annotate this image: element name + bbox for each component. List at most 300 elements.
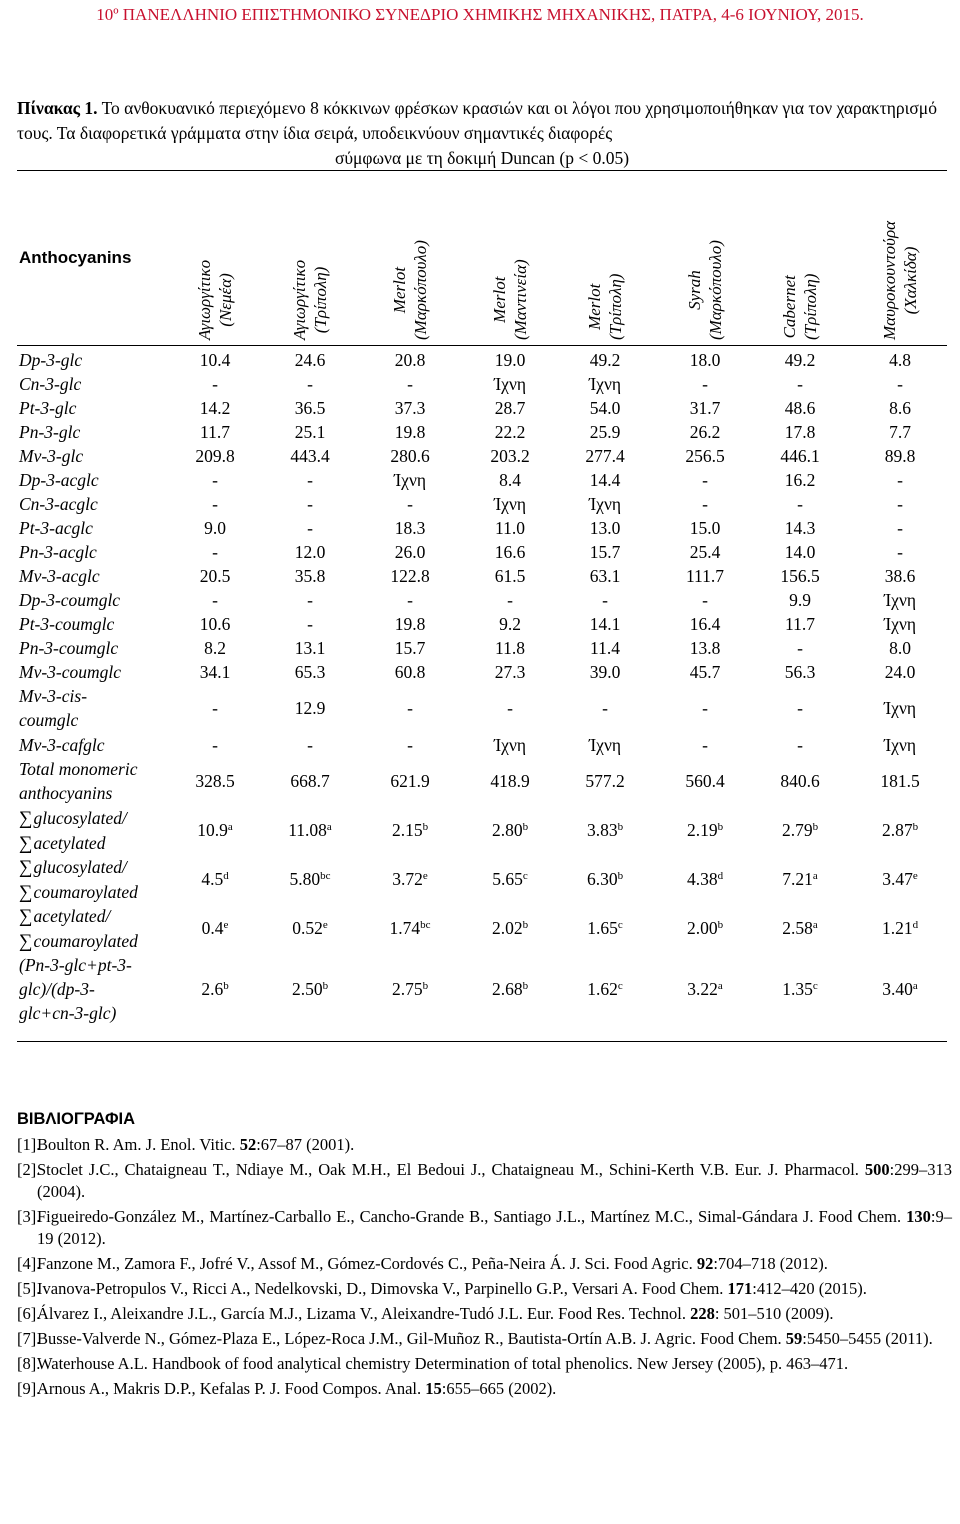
table-cell [265, 867, 355, 891]
row-label-text: coumaroylated [33, 882, 138, 902]
table-cell [855, 564, 945, 588]
table-cell [755, 588, 845, 612]
table-cell [660, 588, 750, 612]
cell-value: Ίχνη [588, 735, 622, 755]
table-cell [560, 769, 650, 793]
cell-value: 7.21 [782, 869, 813, 889]
cell-value: - [702, 698, 708, 718]
table-row [0, 420, 960, 444]
cell-value: 2.15 [391, 820, 423, 840]
reference-volume: 171 [727, 1279, 753, 1298]
table-cell [855, 660, 945, 684]
cell-value: 54.0 [589, 398, 621, 418]
table-cell [365, 492, 455, 516]
cell-value: 156.5 [780, 566, 820, 586]
row-label [19, 396, 76, 420]
reference-number: [4]. [17, 1254, 41, 1273]
table-cell [265, 372, 355, 396]
cell-value: 65.3 [294, 662, 326, 682]
cell-value: 16.4 [689, 614, 721, 634]
significance-letter: b [717, 919, 724, 931]
significance-letter: bc [320, 870, 331, 882]
cell-value: 7.7 [889, 422, 911, 442]
conference-header: 10º ΠΑΝΕΛΛΗΝΙΟ ΕΠΙΣΤΗΜΟΝΙΚΟ ΣΥΝΕΔΡΙΟ ΧΗΜΙΚΗΣ ΜΗΧΑΝΙΚΗΣ, ΠΑΤΡΑ, 4-6 ΙΟΥΝΙΟΥ, 2015. [96, 5, 864, 24]
reference-item [17, 1278, 952, 1300]
cell-value: 181.5 [880, 771, 920, 791]
cell-value: 15.7 [394, 638, 426, 658]
cell-value: 6.30 [586, 869, 618, 889]
cell-value: 256.5 [685, 446, 725, 466]
table-cell [465, 636, 555, 660]
cell-value: 8.4 [499, 470, 521, 490]
cell-value: 0.52 [292, 918, 323, 938]
cell-value: 2.87 [881, 820, 913, 840]
column-header-line1: Syrah [685, 270, 704, 310]
cell-value: 621.9 [390, 771, 430, 791]
cell-value: 3.40 [882, 979, 913, 999]
table-cell [365, 636, 455, 660]
table-row [0, 540, 960, 564]
cell-value: 203.2 [490, 446, 530, 466]
table-cell [660, 867, 750, 891]
table-cell [365, 977, 455, 1001]
cell-value: 11.8 [495, 638, 525, 658]
cell-value: 443.4 [290, 446, 330, 466]
significance-letter: b [717, 821, 724, 833]
cell-value: Ίχνη [883, 590, 917, 610]
table-cell [265, 492, 355, 516]
table-cell [365, 348, 455, 372]
cell-value: - [702, 470, 708, 490]
significance-letter: e [912, 870, 918, 882]
cell-value: - [507, 698, 513, 718]
table-cell [855, 696, 945, 720]
cell-value: - [797, 638, 803, 658]
cell-value: - [797, 494, 803, 514]
table-cell [560, 564, 650, 588]
reference-volume: 228 [690, 1304, 715, 1323]
cell-value: Ίχνη [393, 470, 427, 490]
table-cell [170, 540, 260, 564]
cell-value: 14.4 [589, 470, 621, 490]
cell-value: - [702, 590, 708, 610]
table-cell [170, 492, 260, 516]
column-header-line2: (Μαρκόπουλο) [706, 240, 725, 340]
reference-number: [7]. [17, 1329, 41, 1348]
significance-letter: a [227, 821, 233, 833]
cell-value: 11.4 [590, 638, 620, 658]
row-label-line [19, 929, 138, 954]
row-label-line: Pn-3-glc [19, 422, 81, 442]
reference-item [17, 1328, 952, 1350]
cell-value: - [797, 374, 803, 394]
table-cell [560, 468, 650, 492]
cell-value: - [897, 374, 903, 394]
sum-symbol: ∑ [19, 808, 33, 829]
table-cell [265, 396, 355, 420]
table-cell [170, 396, 260, 420]
cell-value: 2.19 [686, 820, 718, 840]
column-header-line1: Αγιωργίτικο [290, 259, 309, 340]
cell-value: 28.7 [494, 398, 526, 418]
references-section [17, 1110, 952, 1403]
cell-value: - [212, 735, 218, 755]
cell-value: - [702, 374, 708, 394]
cell-value: 56.3 [784, 662, 816, 682]
table-cell [660, 348, 750, 372]
table-row [0, 444, 960, 468]
column-header-line2: (Νεμέα) [216, 273, 235, 327]
row-label [19, 612, 114, 636]
cell-value: - [307, 494, 313, 514]
reference-text: Waterhouse A.L. Handbook of food analytical chemistry Determination of total phenolics. New Jersey (2005), p. 463–471. [37, 1354, 849, 1373]
table-cell [465, 468, 555, 492]
table-bottom-rule [17, 1041, 947, 1042]
row-label-line: Cn-3-glc [19, 374, 82, 394]
cell-value: - [212, 590, 218, 610]
column-header-line1: Cabernet [780, 275, 799, 339]
row-label [19, 660, 121, 684]
row-label-line: glc+cn-3-glc) [19, 1003, 117, 1023]
cell-value: - [407, 590, 413, 610]
table-cell [265, 564, 355, 588]
cell-value: - [602, 698, 608, 718]
table-row [0, 660, 960, 684]
cell-value: - [797, 698, 803, 718]
row-label [19, 636, 118, 660]
column-header-line2: (Τρίπολη) [606, 273, 625, 340]
reference-text: Álvarez I., Aleixandre J.L., García M.J., Lizama V., Aleixandre-Tudó J.L. Eur. Food Res. Technol. 228: 501–510 (2009). [37, 1304, 834, 1323]
table-cell [660, 468, 750, 492]
table-cell [660, 540, 750, 564]
table-row [0, 953, 960, 1026]
table-cell [560, 977, 650, 1001]
row-label-line: Mv-3-cafglc [19, 735, 105, 755]
column-header-line2: (Μαρκόπουλο) [411, 240, 430, 340]
cell-value: - [407, 494, 413, 514]
table-cell [365, 516, 455, 540]
sum-symbol: ∑ [19, 882, 33, 903]
table-cell [855, 492, 945, 516]
table-row [0, 806, 960, 855]
cell-value: - [407, 374, 413, 394]
table-cell [365, 396, 455, 420]
cell-value: 61.5 [494, 566, 526, 586]
table-cell [465, 516, 555, 540]
table-cell [660, 818, 750, 842]
cell-value: 2.80 [491, 820, 523, 840]
table-row [0, 564, 960, 588]
cell-value: Ίχνη [883, 735, 917, 755]
table-cell [365, 564, 455, 588]
table-cell [465, 916, 555, 940]
table-cell [560, 818, 650, 842]
cell-value: 2.50 [291, 979, 323, 999]
cell-value: 840.6 [780, 771, 820, 791]
cell-value: - [307, 590, 313, 610]
cell-value: 15.0 [689, 518, 721, 538]
significance-letter: a [717, 980, 723, 992]
cell-value: 668.7 [290, 771, 330, 791]
table-cell [365, 540, 455, 564]
table-cell [170, 516, 260, 540]
cell-value: 38.6 [884, 566, 916, 586]
cell-value: 11.7 [785, 614, 815, 634]
row-label [19, 492, 98, 516]
table-top-rule [17, 170, 947, 171]
table-cell [855, 818, 945, 842]
table-cell [465, 977, 555, 1001]
cell-value: 20.5 [199, 566, 231, 586]
table-cell [465, 372, 555, 396]
table-cell [265, 516, 355, 540]
table-row [0, 757, 960, 806]
cell-value: 1.62 [587, 979, 618, 999]
table-cell [755, 468, 845, 492]
reference-number: [5]. [17, 1279, 41, 1298]
table-cell [170, 660, 260, 684]
significance-letter: b [812, 821, 819, 833]
significance-letter: e [322, 919, 328, 931]
table-cell [465, 348, 555, 372]
cell-value: 25.9 [589, 422, 621, 442]
cell-value: 14.1 [589, 614, 621, 634]
cell-value: 15.7 [589, 542, 621, 562]
table-cell [170, 372, 260, 396]
table-row [0, 516, 960, 540]
table-cell [365, 588, 455, 612]
table-cell [855, 733, 945, 757]
table-cell [560, 916, 650, 940]
table-row [0, 733, 960, 757]
cell-value: 18.0 [689, 350, 721, 370]
table-cell [170, 420, 260, 444]
cell-value: - [307, 470, 313, 490]
table-cell [855, 540, 945, 564]
significance-letter: c [812, 980, 818, 992]
cell-value: 14.2 [199, 398, 231, 418]
column-header-line1: Merlot [490, 276, 509, 323]
reference-item [17, 1378, 952, 1400]
cell-value: 26.0 [394, 542, 426, 562]
cell-value: 16.2 [784, 470, 816, 490]
cell-value: 4.38 [686, 869, 718, 889]
reference-number: [9]. [17, 1379, 41, 1398]
table-cell [560, 660, 650, 684]
cell-value: 36.5 [294, 398, 326, 418]
cell-value: 10.6 [199, 614, 231, 634]
row-label-line: coumglc [19, 710, 79, 730]
row-label-line: Dp-3-coumglc [19, 590, 121, 610]
sum-symbol: ∑ [19, 931, 33, 952]
cell-value: 10.9 [197, 820, 228, 840]
table-row [0, 396, 960, 420]
cell-value: - [212, 698, 218, 718]
table-cell [265, 733, 355, 757]
cell-value: 1.74 [389, 918, 421, 938]
table-cell [755, 916, 845, 940]
row-label [19, 468, 99, 492]
significance-letter: c [522, 870, 528, 882]
table-cell [465, 769, 555, 793]
table-cell [465, 492, 555, 516]
column-header-line2: (Χαλκίδα) [901, 246, 920, 315]
table-cell [265, 769, 355, 793]
cell-value: 4.5 [201, 869, 224, 889]
column-header-line1: Merlot [585, 283, 604, 330]
row-label-text: acetylated [33, 833, 106, 853]
table-cell [660, 977, 750, 1001]
row-label-line: Total monomeric [19, 759, 138, 779]
cell-value: - [897, 518, 903, 538]
reference-number: [1]. [17, 1135, 41, 1154]
caption-text-line2: σύμφωνα με τη δοκιμή Duncan (p < 0.05) [334, 148, 630, 168]
table-cell [855, 348, 945, 372]
table-cell [265, 444, 355, 468]
cell-value: Ίχνη [493, 494, 527, 514]
row-label-text: glucosylated/ [33, 857, 127, 877]
reference-volume: 92 [696, 1254, 714, 1273]
table-cell [755, 540, 845, 564]
cell-value: 122.8 [390, 566, 430, 586]
significance-letter: c [617, 919, 623, 931]
row-label-line: Pn-3-acglc [19, 542, 97, 562]
table-cell [265, 468, 355, 492]
table-cell [855, 444, 945, 468]
table-cell [560, 636, 650, 660]
cell-value: - [212, 494, 218, 514]
cell-value: - [307, 518, 313, 538]
significance-letter: a [812, 919, 818, 931]
row-label-line: Dp-3-glc [19, 350, 83, 370]
table-cell [465, 420, 555, 444]
cell-value: - [702, 494, 708, 514]
row-label [19, 348, 82, 372]
table-cell [660, 372, 750, 396]
reference-text: Fanzone M., Zamora F., Jofré V., Assof M., Gómez-Cordovés C., Peña-Neira Á. J. Sci. Food Agric. 92:704–718 (2012). [37, 1254, 828, 1273]
table-cell [855, 769, 945, 793]
cell-value: 24.0 [884, 662, 916, 682]
table-cell [365, 612, 455, 636]
row-label [19, 733, 105, 757]
cell-value: 0.4 [201, 918, 224, 938]
table-cell [855, 636, 945, 660]
table-cell [560, 612, 650, 636]
cell-value: 5.65 [492, 869, 523, 889]
table-row [0, 372, 960, 396]
cell-value: 48.6 [784, 398, 816, 418]
table-cell [265, 636, 355, 660]
significance-letter: a [912, 980, 918, 992]
row-label [19, 855, 138, 905]
cell-value: - [897, 542, 903, 562]
cell-value: - [212, 374, 218, 394]
cell-value: 12.9 [294, 698, 326, 718]
row-label [19, 540, 97, 564]
row-label [19, 806, 127, 856]
caption-text: Το ανθοκυανικό περιεχόμενο 8 κόκκινων φρέσκων κρασιών και οι λόγοι που χρησιμοποιήθηκαν για τον χαρακτηρισμό τους. Τα διαφορετικά γράμματα στην ίδια σειρά, υποδεικνύουν σημαντικές διαφορές [17, 98, 937, 143]
cell-value: 19.8 [394, 422, 426, 442]
table-cell [560, 733, 650, 757]
cell-value: Ίχνη [588, 374, 622, 394]
row-label [19, 953, 132, 1025]
cell-value: 17.8 [784, 422, 816, 442]
table-cell [660, 444, 750, 468]
significance-letter: b [522, 821, 529, 833]
cell-value: 2.79 [781, 820, 813, 840]
cell-value: - [507, 590, 513, 610]
table-row [0, 636, 960, 660]
table-row [0, 348, 960, 372]
cell-value: 13.8 [689, 638, 721, 658]
cell-value: 34.1 [199, 662, 231, 682]
cell-value: 3.72 [392, 869, 423, 889]
table-cell [560, 372, 650, 396]
table-cell [170, 588, 260, 612]
cell-value: - [897, 470, 903, 490]
row-label-line: anthocyanins [19, 783, 113, 803]
cell-value: 9.9 [789, 590, 811, 610]
table-cell [560, 696, 650, 720]
table-cell [855, 588, 945, 612]
table-cell [465, 564, 555, 588]
cell-value: - [307, 374, 313, 394]
reference-text: Arnous A., Makris D.P., Kefalas P. J. Food Compos. Anal. 15:655–665 (2002). [37, 1379, 557, 1398]
table-cell [265, 588, 355, 612]
sum-symbol: ∑ [19, 906, 33, 927]
anthocyanins-header: Anthocyanins [19, 248, 132, 267]
table-cell [365, 444, 455, 468]
cell-value: - [407, 698, 413, 718]
cell-value: 2.6 [201, 979, 224, 999]
table-cell [755, 696, 845, 720]
significance-letter: e [422, 870, 428, 882]
reference-item [17, 1206, 952, 1250]
cell-value: 13.0 [589, 518, 621, 538]
table-cell [170, 696, 260, 720]
table-cell [560, 444, 650, 468]
cell-value: 3.83 [586, 820, 618, 840]
table-row [0, 855, 960, 904]
caption-label: Πίνακας 1. [17, 98, 98, 118]
cell-value: 111.7 [685, 566, 725, 586]
header-rule [17, 345, 947, 346]
reference-text: Ivanova-Petropulos V., Ricci A., Nedelkovski, D., Dimovska V., Parpinello G.P., Versari A. Food Chem. 171:412–420 (2015). [37, 1279, 867, 1298]
cell-value: 418.9 [490, 771, 530, 791]
row-label-text: glucosylated/ [33, 808, 127, 828]
row-label-line: Pt-3-glc [19, 398, 77, 418]
cell-value: 9.0 [204, 518, 226, 538]
table-cell [465, 867, 555, 891]
table-cell [265, 540, 355, 564]
significance-letter: d [717, 870, 724, 882]
significance-letter: a [812, 870, 818, 882]
cell-value: 31.7 [689, 398, 721, 418]
table-cell [465, 696, 555, 720]
table-cell [265, 660, 355, 684]
row-label-line: Pt-3-acglc [19, 518, 93, 538]
table-cell [560, 867, 650, 891]
cell-value: 37.3 [394, 398, 426, 418]
cell-value: 2.58 [782, 918, 813, 938]
cell-value: 22.2 [494, 422, 526, 442]
cell-value: - [407, 735, 413, 755]
cell-value: 446.1 [780, 446, 820, 466]
table-cell [365, 867, 455, 891]
sum-symbol: ∑ [19, 857, 33, 878]
column-header-line1: Μαυροκουντούρα [880, 220, 899, 340]
cell-value: 89.8 [884, 446, 916, 466]
